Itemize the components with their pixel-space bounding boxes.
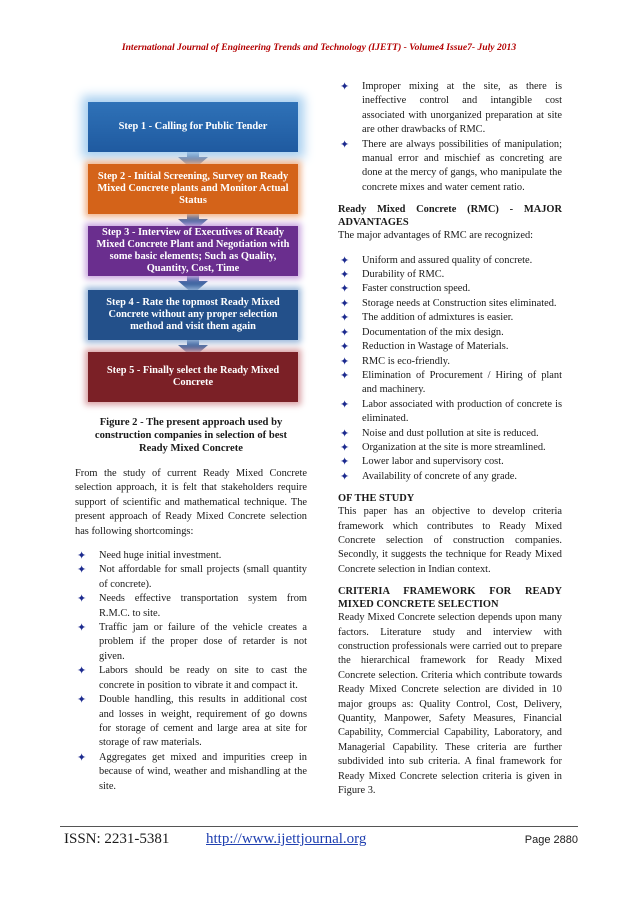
list-item: ✦ Labors should be ready on site to cast the concrete in position to vibrate it and compact it. (77, 664, 307, 691)
list-item: ✦ Labor associated with production of concrete is eliminated. (340, 397, 562, 425)
list-item: ✦ Documentation of the mix design. (340, 325, 504, 339)
star-bullet-icon: ✦ (340, 340, 350, 354)
star-bullet-icon: ✦ (340, 296, 350, 310)
shortcomings-intro: From the study of current Ready Mixed Concrete selection approach, it is felt that stakeholders require support of scientific and mathematical technique. The present approach of Ready Mixed Concrete selection has following shortcomings: (75, 468, 307, 537)
list-item: ✦ Traffic jam or failure of the vehicle creates a problem if the proper dose of retarder is not given. (77, 621, 307, 662)
list-item: ✦ Organization at the site is more streamlined. (340, 440, 546, 454)
star-bullet-icon: ✦ (340, 282, 350, 296)
figure-caption: Figure 2 - The present approach used by construction companies in selection of best Ready Mixed Concrete (94, 417, 288, 454)
list-item: ✦ Improper mixing at the site, as there is ineffective control and intangible cost associated with unorganized preparation at site are other drawbacks of RMC. (340, 80, 562, 136)
star-bullet-icon: ✦ (77, 592, 87, 606)
journal-header: International Journal of Engineering Trends and Technology (IJETT) - Volume4 Issue7- July 2013 (121, 42, 517, 53)
star-bullet-icon: ✦ (77, 693, 87, 707)
list-item: ✦ Faster construction speed. (340, 282, 471, 296)
star-bullet-icon: ✦ (340, 397, 350, 411)
star-bullet-icon: ✦ (340, 440, 350, 454)
list-item: ✦ Need huge initial investment. (77, 549, 222, 563)
star-bullet-icon: ✦ (340, 455, 350, 469)
star-bullet-icon: ✦ (77, 621, 87, 635)
list-item: ✦ RMC is eco-friendly. (340, 354, 450, 368)
list-item: ✦ Noise and dust pollution at site is reduced. (340, 426, 539, 440)
advantages-heading: Ready Mixed Concrete (RMC) - MAJOR ADVANTAGES (338, 204, 562, 229)
list-item: ✦ Availability of concrete of any grade. (340, 469, 518, 483)
list-item: ✦ There are always possibilities of manipulation; manual error and mischief as concreting are done at the mercy of gangs, who manipulate the concrete mixes and water cement ratio. (340, 137, 562, 193)
list-item: ✦ Uniform and assured quality of concrete. (340, 253, 533, 267)
list-item: ✦ Double handling, this results in additional cost and losses in weight, requirement of go downs for storage of cement and large area at site for storage of raw materials. (77, 693, 307, 749)
star-bullet-icon: ✦ (77, 563, 87, 577)
star-bullet-icon: ✦ (77, 549, 87, 563)
star-bullet-icon: ✦ (340, 469, 350, 483)
flow-step-2: Step 2 - Initial Screening, Survey on Ready Mixed Concrete plants and Monitor Actual Status (88, 164, 298, 214)
page-footer (60, 826, 578, 853)
criteria-text: Ready Mixed Concrete selection depends upon many factors. Literature study and interview with construction professionals were carried out to prepare the hierarchical framework for Ready Mixed Concrete selection. Criteria which contribute towards Ready Mixed Concrete selection are divided in 10 major groups as: Quality Control, Cost, Delivery, Quantity, Manpower, Safety Measures, Financial Capability, Commercial Capability, Laboratory, and Managerial Capability. These criteria are further subdivided into sub criteria. A final framework for Ready Mixed Concrete selection criteria is given in Figure 3. (338, 612, 562, 797)
star-bullet-icon: ✦ (340, 253, 350, 267)
star-bullet-icon: ✦ (77, 750, 87, 764)
list-item: ✦ Needs effective transportation system from R.M.C. to site. (77, 592, 307, 619)
star-bullet-icon: ✦ (340, 426, 350, 440)
flowchart-figure (83, 80, 307, 410)
star-bullet-icon: ✦ (340, 137, 350, 151)
study-text: This paper has an objective to develop criteria framework which contributes to Ready Mixed Concrete selection of construction companies. Secondly, it suggests the technique for Ready Mixed Concrete selection in Indian context. (338, 506, 562, 575)
star-bullet-icon: ✦ (340, 311, 350, 325)
list-item: ✦ Storage needs at Construction sites eliminated. (340, 296, 557, 310)
list-item: ✦ Not affordable for small projects (small quantity of concrete). (77, 563, 307, 590)
list-item: ✦ Aggregates get mixed and impurities creep in because of wind, weather and mishandling at the site. (77, 750, 307, 792)
journal-link[interactable]: http://www.ijettjournal.org (206, 831, 367, 847)
flow-step-1: Step 1 - Calling for Public Tender (88, 102, 298, 152)
list-item: ✦ Durability of RMC. (340, 268, 445, 282)
star-bullet-icon: ✦ (340, 80, 350, 93)
flow-step-3: Step 3 - Interview of Executives of Ready Mixed Concrete Plant and Negotiation with some basic elements; Such as Quality, Quantity, Cost, Time (88, 226, 298, 276)
shortcomings-list (75, 549, 307, 794)
right-column (338, 80, 562, 798)
star-bullet-icon: ✦ (77, 664, 87, 678)
star-bullet-icon: ✦ (340, 354, 350, 368)
flow-step-4: Step 4 - Rate the topmost Ready Mixed Concrete without any proper selection method and visit them again (88, 290, 298, 340)
issn-label: ISSN: 2231-5381 (64, 831, 170, 847)
star-bullet-icon: ✦ (340, 325, 350, 339)
star-bullet-icon: ✦ (340, 368, 350, 382)
criteria-heading: CRITERIA FRAMEWORK FOR READY MIXED CONCRETE SELECTION (338, 586, 562, 611)
list-item: ✦ Lower labor and supervisory cost. (340, 455, 504, 469)
list-item: ✦ Elimination of Procurement / Hiring of plant and machinery. (340, 368, 562, 396)
list-item: ✦ The addition of admixtures is easier. (340, 311, 514, 325)
left-column (75, 80, 307, 794)
page-number: Page 2880 (524, 834, 578, 846)
advantages-intro: The major advantages of RMC are recognized: (338, 230, 534, 242)
list-item: ✦ Reduction in Wastage of Materials. (340, 340, 509, 354)
flow-step-5: Step 5 - Finally select the Ready Mixed Concrete (88, 352, 298, 402)
advantages-list (338, 254, 562, 485)
study-heading: OF THE STUDY (338, 493, 415, 505)
star-bullet-icon: ✦ (340, 268, 350, 282)
drawbacks-list (338, 80, 562, 195)
